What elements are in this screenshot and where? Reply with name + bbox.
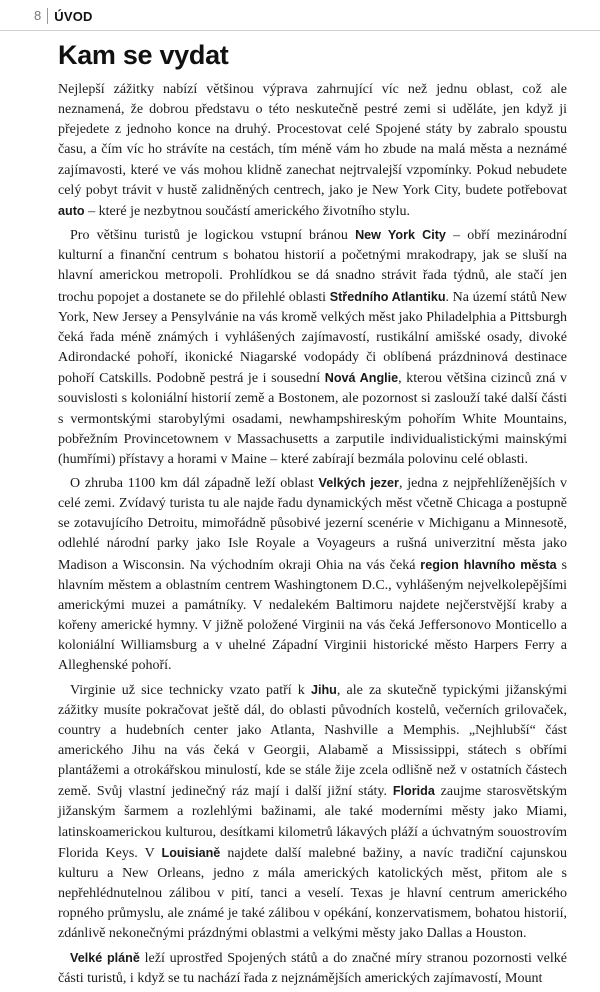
paragraph [58,80,567,222]
text-run: zaujme starosvětským jižanským šarmem a rozlehlými bažinami, ale také moderními městy jako Miami, latinskoamerickou kulturou, desítkami kilometrů lákavých pláží a úchvatným souostrovím Florida Keys. V [58,784,567,861]
text-run: , kterou většina cizinců zná v souvislosti s koloniální historií země a Bostonem, ale pozornost si zaslouží také další části s vermontskými starobylými osadami, newhampshireským pohořím White Mountains, pobřežním Provincetownem v Massachusetts a zarputile individualistickými mainskými (humřími) přístavy a horami v Maine – které zabírají bezmála polovinu celé oblasti. [58,371,567,467]
running-header [34,6,93,26]
keyword-highlight: region hlavního města [420,557,557,572]
text-run: Nejlepší zážitky nabízí většinou výprava zahrnující víc než jednu oblast, což ale neznamená, že dobrou představu o této neskutečně pestré zemi si uděláte, jen když ji přejedete z jednoho konce na druhý. Procestovat celé Spojené státy by zabralo spoustu času, a čím víc ho strávíte na cestách, tím méně vám ho zbude na malá města a neznámé zajímavosti, které ve vás mohou klidně zanechat nejtrvalejší vzpomínky. Pokud nebudete celý pobyt trávit v hustě zalidněných centrech, jako je New York City, budete potřebovat [58,82,567,198]
paragraph [58,225,567,470]
section-title: ÚVOD [54,8,93,24]
keyword-highlight: Florida [392,784,435,799]
keyword-highlight: Jihu [310,682,337,697]
paragraph [58,948,567,989]
text-run: , ale za skutečně typickými jižanskými zážitky musíte pokračovat ještě dál, do oblasti původních kostelů, večerních grilovaček, country a hudebních center jako Atlanta, Nashville a Memphis. „Nejhlubší“ část amerického Jihu na vás čeká v Georgii, Alabamě a Mississippi, státech s obřími plantážemi a otrokářskou minulostí, kde se stále žije zcela odlišně než v ostatních částech země. Svůj vlastní jedinečný ráz mají i další jižní státy. [58,682,567,800]
text-run: . Na území států New York, New Jersey a Pensylvánie na vás kromě velkých měst jako Philadelphia a Pittsburgh čeká řada méně známých i vyhlášených zajímavostí, rustikální amišské osady, divoké Adirondacké pohoří, ikonické Niagarské vodopády či oblíbená prázdninová destinace pohoří Catskills. Podobně pestrá je i sousední [58,289,567,387]
keyword-highlight: Velké pláně [70,950,140,965]
body-text [58,80,567,992]
text-run: , jedna z nejpřehlíženějších v celé zemi. Zvídavý turista tu ale najde řadu dynamických měst včetně Chicaga a postupně se zotavujícího Detroitu, mimořádně působivé jezerní scenérie v Michiganu a Minnesotě, odlehlé národní parky jako Isle Royale a Voyageurs a rušná univerzitní města jako Madison a Wisconsin. Na východním okraji Ohia na vás čeká [58,475,567,573]
text-run: Virginie už sice technicky vzato patří k [70,682,311,698]
text-run: – které je nezbytnou součástí amerického životního stylu. [84,203,411,219]
text-run: Pro většinu turistů je logickou vstupní bránou [70,228,356,244]
paragraph [58,680,567,945]
keyword-highlight: Velkých jezer [318,475,399,490]
paragraph [58,473,567,677]
keyword-highlight: New York City [355,228,446,243]
header-rule [0,30,600,31]
text-run: leží uprostřed Spojených států a do značné míry stranou pozornosti velké části turistů, i když se tu nachází řada z nejznámějších amerických zajímavostí, Mount [58,950,567,986]
keyword-highlight: Středního Atlantiku [329,289,446,304]
keyword-highlight: Nová Anglie [324,371,399,386]
text-run: s hlavním městem a oblastním centrem Washingtonem D.C., vyhlášeným nejvelkolepějšími americkými muzei a památníky. V nedalekém Baltimoru najdete nejčerstvější kraby a kořeny americké hymny. V jižně položené Virginii na vás čeká Jeffersonovo Monticello a koloniální Williamsburg a v uhelné Západní Virginii historické město Harpers Ferry a Alleghenské pohoří. [58,557,567,674]
keyword-highlight: auto [58,203,85,218]
text-run: najdete další malebné bažiny, a navíc tradiční cajunskou kulturu a New Orleans, jedno z mála amerických katolických měst, přitom ale s nepřehlédnutelnou zálibou v pití, tanci a veselí. Texas je hlavní centrum amerického ropného průmyslu, ale známé je také zálibou v opékání, konzervatismem, bohatou historií, zdánlivě nekonečnými prázdnými oblastmi a velkými městy jako Dallas a Houston. [58,845,567,942]
page-title: Kam se vydat [58,40,229,70]
page-number: 8 [34,8,48,24]
text-run: O zhruba 1100 km dál západně leží oblast [70,475,319,491]
text-run: – obří mezinárodní kulturní a finanční centrum s bohatou historií a početnými mrakodrapy, jak se sluší na hlavní americkou metropoli. Prohlídkou se dá snadno strávit řada týdnů, ale stačí jen trochu popojet a dostanete se do přilehlé oblasti [58,228,567,305]
keyword-highlight: Louisianě [161,845,221,860]
